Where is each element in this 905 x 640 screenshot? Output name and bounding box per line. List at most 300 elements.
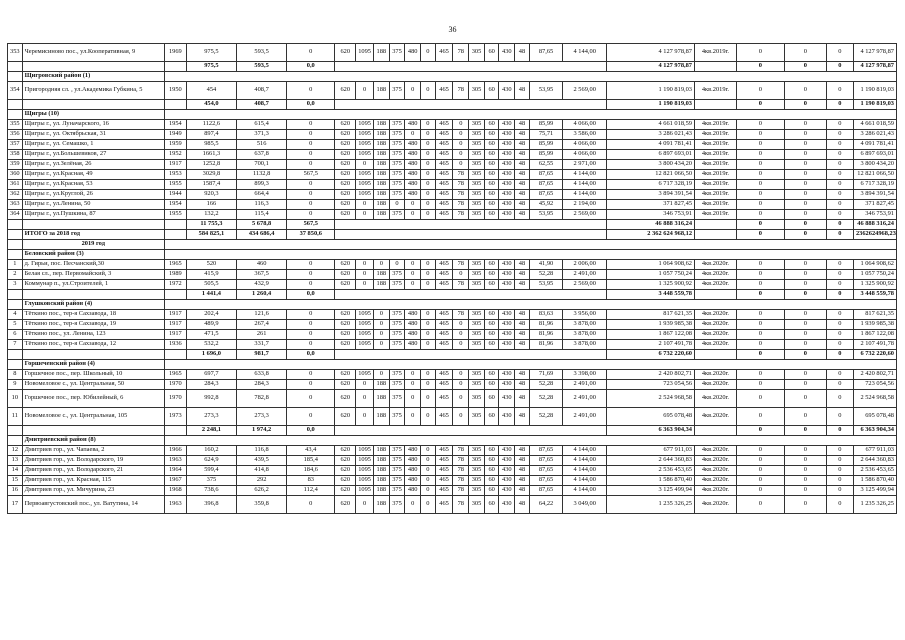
value-cell: 0 — [736, 44, 784, 62]
address-cell: Коммунар п., ул.Строителей, 1 — [22, 280, 164, 290]
nonliving-area-cell: 112,4 — [287, 486, 335, 496]
rate-cell: 375 — [389, 82, 405, 100]
rate-cell: 620 — [335, 210, 356, 220]
rate-cell: 0 — [421, 446, 436, 456]
rate-cell: 0 — [453, 130, 469, 140]
year-cell: 1973 — [164, 408, 186, 426]
rate-cell: 620 — [335, 190, 356, 200]
value-cell: 0 — [784, 496, 826, 514]
rate-sum-cell: 83,63 — [529, 310, 562, 320]
rate-cell: 0 — [421, 380, 436, 390]
year-cell: 1954 — [164, 120, 186, 130]
rate-cell: 465 — [435, 280, 453, 290]
living-area-cell: 782,8 — [237, 390, 287, 408]
subtotal-value: 0 — [784, 220, 826, 230]
blank-cell — [8, 360, 23, 370]
value-cell: 0 — [736, 170, 784, 180]
rate-cell: 0 — [453, 340, 469, 350]
living-area-cell: 700,1 — [237, 160, 287, 170]
rate-cell: 0 — [405, 130, 421, 140]
rate-cell: 78 — [453, 456, 469, 466]
blank-cell — [8, 72, 23, 82]
rate-cell: 375 — [389, 130, 405, 140]
rate-cell: 0 — [421, 140, 436, 150]
rate-cell: 78 — [453, 260, 469, 270]
rate-cell: 48 — [515, 466, 530, 476]
rate-cell: 0 — [405, 380, 421, 390]
rate-total-cell: 2 491,00 — [563, 270, 607, 280]
living-area-cell: 116,3 — [237, 200, 287, 210]
rate-cell: 620 — [335, 456, 356, 466]
rate-cell: 60 — [484, 446, 499, 456]
rate-cell: 60 — [484, 82, 499, 100]
blank-cell — [164, 360, 896, 370]
rate-cell: 0 — [453, 390, 469, 408]
rate-cell: 48 — [515, 310, 530, 320]
rate-cell: 60 — [484, 210, 499, 220]
blank-cell — [335, 230, 607, 240]
value-cell: 0 — [826, 310, 853, 320]
rate-total-cell: 4 144,00 — [563, 170, 607, 180]
rate-sum-cell: 85,99 — [529, 150, 562, 160]
living-area-cell: 633,8 — [237, 370, 287, 380]
value-cell: 0 — [736, 190, 784, 200]
rate-cell: 465 — [435, 408, 453, 426]
rate-cell: 0 — [421, 408, 436, 426]
rate-cell: 0 — [421, 120, 436, 130]
rate-cell: 375 — [389, 140, 405, 150]
rate-total-cell: 4 144,00 — [563, 466, 607, 476]
address-cell: Щигры г., ул.Красная, 49 — [22, 170, 164, 180]
cost-cell: 1 057 750,24 — [607, 270, 695, 280]
rate-cell: 480 — [405, 330, 421, 340]
table-row — [8, 82, 897, 100]
rate-cell: 1095 — [356, 330, 374, 340]
value-cell: 0 — [736, 370, 784, 380]
total-area-cell: 1122,6 — [186, 120, 236, 130]
rate-cell: 0 — [373, 310, 389, 320]
year-cell: 1955 — [164, 180, 186, 190]
rate-cell: 305 — [469, 170, 485, 180]
rate-sum-cell: 53,95 — [529, 210, 562, 220]
value-cell: 0 — [736, 466, 784, 476]
rate-cell: 188 — [373, 190, 389, 200]
row-number: 17 — [8, 496, 23, 514]
total-area-cell: 202,4 — [186, 310, 236, 320]
subtotal-value: 0 — [826, 220, 853, 230]
subtotal-value: 0 — [826, 290, 853, 300]
value-cell: 0 — [826, 476, 853, 486]
rate-cell: 465 — [435, 130, 453, 140]
row-number: 354 — [8, 82, 23, 100]
period-cell: 4кв.2020г. — [695, 280, 737, 290]
rate-cell: 0 — [356, 270, 374, 280]
rate-cell: 305 — [469, 120, 485, 130]
blank-cell — [8, 220, 23, 230]
row-number: 3 — [8, 280, 23, 290]
value-cell: 0 — [826, 496, 853, 514]
subtotal-cost: 2 362 624 968,12 — [607, 230, 695, 240]
rate-cell: 480 — [405, 446, 421, 456]
total-cell: 1 325 900,92 — [853, 280, 896, 290]
rate-cell: 375 — [389, 210, 405, 220]
blank-cell — [164, 230, 186, 240]
subtotal-cost: 4 127 978,87 — [607, 62, 695, 72]
total-cell: 1 586 870,40 — [853, 476, 896, 486]
subtotal-area3: 0,0 — [287, 350, 335, 360]
blank-cell — [335, 100, 607, 110]
rate-cell: 430 — [499, 170, 515, 180]
rate-cell: 60 — [484, 130, 499, 140]
value-cell: 0 — [736, 320, 784, 330]
rate-cell: 188 — [373, 150, 389, 160]
nonliving-area-cell: 43,4 — [287, 446, 335, 456]
rate-cell: 60 — [484, 280, 499, 290]
rate-cell: 430 — [499, 340, 515, 350]
rate-cell: 375 — [389, 310, 405, 320]
rate-cell: 305 — [469, 44, 485, 62]
total-cell: 1 867 122,08 — [853, 330, 896, 340]
total-area-cell: 454 — [186, 82, 236, 100]
rate-cell: 620 — [335, 340, 356, 350]
rate-cell: 430 — [499, 260, 515, 270]
total-cell: 3 800 434,20 — [853, 160, 896, 170]
subtotal-area: 454,0 — [186, 100, 236, 110]
rate-cell: 465 — [435, 466, 453, 476]
subtotal-value: 0 — [826, 100, 853, 110]
address-cell: Горшечное пос., пер. Школьный, 10 — [22, 370, 164, 380]
rate-cell: 1095 — [356, 486, 374, 496]
row-number: 5 — [8, 320, 23, 330]
rate-cell: 620 — [335, 260, 356, 270]
rate-cell: 188 — [373, 390, 389, 408]
district-header-row — [8, 110, 897, 120]
living-area-cell: 408,7 — [237, 82, 287, 100]
rate-total-cell: 4 144,00 — [563, 456, 607, 466]
rate-sum-cell: 52,28 — [529, 380, 562, 390]
rate-cell: 188 — [373, 160, 389, 170]
total-cell: 695 078,48 — [853, 408, 896, 426]
table-body — [8, 44, 897, 514]
rate-cell: 0 — [356, 200, 374, 210]
table-row — [8, 486, 897, 496]
nonliving-area-cell: 0 — [287, 190, 335, 200]
rate-cell: 0 — [421, 486, 436, 496]
rate-sum-cell: 87,65 — [529, 180, 562, 190]
rate-cell: 60 — [484, 310, 499, 320]
rate-cell: 430 — [499, 44, 515, 62]
rate-cell: 1095 — [356, 140, 374, 150]
address-cell: Дмитриев гор., ул. Чапаева, 2 — [22, 446, 164, 456]
rate-cell: 48 — [515, 210, 530, 220]
rate-cell: 48 — [515, 190, 530, 200]
living-area-cell: 267,4 — [237, 320, 287, 330]
subtotal-total: 46 888 316,24 — [853, 220, 896, 230]
address-cell: Горшечное пос., пер. Юбилейный, 6 — [22, 390, 164, 408]
rate-cell: 375 — [389, 160, 405, 170]
period-cell: 4кв.2019г. — [695, 170, 737, 180]
address-cell: Щигры г., ул. Семашко, 1 — [22, 140, 164, 150]
nonliving-area-cell: 0 — [287, 82, 335, 100]
rate-total-cell: 2 569,00 — [563, 210, 607, 220]
blank-cell — [164, 290, 186, 300]
rate-cell: 620 — [335, 280, 356, 290]
rate-sum-cell: 87,65 — [529, 466, 562, 476]
rate-cell: 1095 — [356, 310, 374, 320]
rate-sum-cell: 87,65 — [529, 190, 562, 200]
blank-cell — [164, 250, 896, 260]
rate-cell: 188 — [373, 130, 389, 140]
rate-cell: 430 — [499, 200, 515, 210]
table-row — [8, 200, 897, 210]
rate-cell: 0 — [453, 370, 469, 380]
subtotal-area3: 0,0 — [287, 426, 335, 436]
period-cell: 4кв.2020г. — [695, 496, 737, 514]
address-cell: Пригородняя сл. , ул.Академика Губкина, 5 — [22, 82, 164, 100]
living-area-cell: 115,4 — [237, 210, 287, 220]
rate-cell: 78 — [453, 466, 469, 476]
blank-cell — [8, 240, 23, 250]
rate-cell: 78 — [453, 180, 469, 190]
living-area-cell: 593,5 — [237, 44, 287, 62]
rate-cell: 0 — [405, 496, 421, 514]
rate-cell: 465 — [435, 180, 453, 190]
rate-cell: 480 — [405, 180, 421, 190]
table-row — [8, 130, 897, 140]
total-cell: 2 524 968,58 — [853, 390, 896, 408]
rate-total-cell: 2 491,00 — [563, 380, 607, 390]
rate-cell: 0 — [421, 320, 436, 330]
total-cell: 3 125 499,94 — [853, 486, 896, 496]
rate-cell: 465 — [435, 310, 453, 320]
nonliving-area-cell: 0 — [287, 120, 335, 130]
subtotal-row — [8, 220, 897, 230]
nonliving-area-cell: 0 — [287, 390, 335, 408]
period-cell: 4кв.2020г. — [695, 456, 737, 466]
value-cell: 0 — [826, 340, 853, 350]
table-row — [8, 190, 897, 200]
row-number: 10 — [8, 390, 23, 408]
rate-cell: 0 — [421, 260, 436, 270]
nonliving-area-cell: 0 — [287, 130, 335, 140]
subtotal-area: 975,5 — [186, 62, 236, 72]
rate-sum-cell: 62,55 — [529, 160, 562, 170]
rate-cell: 480 — [405, 340, 421, 350]
subtotal-total: 2362624968,23 — [853, 230, 896, 240]
rate-cell: 48 — [515, 140, 530, 150]
row-number: 364 — [8, 210, 23, 220]
rate-sum-cell: 87,65 — [529, 44, 562, 62]
subtotal-area2: 434 686,4 — [237, 230, 287, 240]
subtotal-area2: 593,5 — [237, 62, 287, 72]
value-cell: 0 — [784, 390, 826, 408]
row-number: 14 — [8, 466, 23, 476]
total-area-cell: 1661,3 — [186, 150, 236, 160]
rate-cell: 0 — [405, 280, 421, 290]
rate-cell: 60 — [484, 476, 499, 486]
rate-cell: 188 — [373, 446, 389, 456]
rate-cell: 60 — [484, 466, 499, 476]
living-area-cell: 261 — [237, 330, 287, 340]
rate-cell: 430 — [499, 120, 515, 130]
address-cell: Дмитриев гор., ул. Володарского, 21 — [22, 466, 164, 476]
rate-total-cell: 2 006,00 — [563, 260, 607, 270]
row-number: 12 — [8, 446, 23, 456]
rate-cell: 480 — [405, 120, 421, 130]
rate-cell: 430 — [499, 408, 515, 426]
year-cell: 1966 — [164, 446, 186, 456]
rate-cell: 620 — [335, 82, 356, 100]
rate-cell: 375 — [389, 190, 405, 200]
value-cell: 0 — [736, 260, 784, 270]
blank-cell — [164, 300, 896, 310]
value-cell: 0 — [826, 44, 853, 62]
total-cell: 1 235 326,25 — [853, 496, 896, 514]
rate-cell: 78 — [453, 446, 469, 456]
rate-cell: 0 — [421, 170, 436, 180]
nonliving-area-cell: 83 — [287, 476, 335, 486]
rate-total-cell: 4 066,00 — [563, 140, 607, 150]
rate-cell: 375 — [389, 340, 405, 350]
row-number: 9 — [8, 380, 23, 390]
table-row — [8, 466, 897, 476]
value-cell: 0 — [784, 130, 826, 140]
subtotal-value: 0 — [826, 350, 853, 360]
subtotal-value: 0 — [736, 230, 784, 240]
rate-cell: 375 — [389, 170, 405, 180]
rate-cell: 1095 — [356, 120, 374, 130]
rate-cell: 430 — [499, 190, 515, 200]
rate-cell: 465 — [435, 120, 453, 130]
rate-cell: 48 — [515, 390, 530, 408]
nonliving-area-cell: 0 — [287, 330, 335, 340]
value-cell: 0 — [826, 170, 853, 180]
total-area-cell: 284,3 — [186, 380, 236, 390]
table-row — [8, 180, 897, 190]
year-cell: 1970 — [164, 380, 186, 390]
value-cell: 0 — [826, 446, 853, 456]
rate-total-cell: 3 956,00 — [563, 310, 607, 320]
rate-cell: 465 — [435, 82, 453, 100]
living-area-cell: 116,8 — [237, 446, 287, 456]
rate-total-cell: 4 144,00 — [563, 486, 607, 496]
value-cell: 0 — [736, 408, 784, 426]
living-area-cell: 359,8 — [237, 496, 287, 514]
nonliving-area-cell: 0 — [287, 210, 335, 220]
address-cell: Дмитриев гор., ул. Красная, 115 — [22, 476, 164, 486]
row-number: 8 — [8, 370, 23, 380]
rate-sum-cell: 81,96 — [529, 340, 562, 350]
table-row — [8, 44, 897, 62]
rate-cell: 620 — [335, 310, 356, 320]
cost-cell: 6 897 693,01 — [607, 150, 695, 160]
rate-total-cell: 3 878,00 — [563, 340, 607, 350]
subtotal-cost: 3 448 559,78 — [607, 290, 695, 300]
value-cell: 0 — [826, 320, 853, 330]
nonliving-area-cell: 0 — [287, 260, 335, 270]
rate-cell: 430 — [499, 270, 515, 280]
rate-cell: 1095 — [356, 320, 374, 330]
value-cell: 0 — [784, 370, 826, 380]
rate-cell: 465 — [435, 330, 453, 340]
rate-total-cell: 3 586,00 — [563, 130, 607, 140]
subtotal-value: 0 — [736, 290, 784, 300]
year-cell: 1917 — [164, 330, 186, 340]
rate-cell: 620 — [335, 120, 356, 130]
value-cell: 0 — [736, 120, 784, 130]
table-row — [8, 160, 897, 170]
rate-cell: 620 — [335, 330, 356, 340]
address-cell: Щигры г., ул. Луначарского, 16 — [22, 120, 164, 130]
cost-cell: 3 125 499,94 — [607, 486, 695, 496]
row-number: 4 — [8, 310, 23, 320]
total-area-cell: 273,3 — [186, 408, 236, 426]
value-cell: 0 — [736, 476, 784, 486]
rate-cell: 305 — [469, 160, 485, 170]
nonliving-area-cell: 0 — [287, 44, 335, 62]
address-cell: Тёткино пос., тер-я Сахзавода, 19 — [22, 320, 164, 330]
value-cell: 0 — [736, 340, 784, 350]
rate-cell: 430 — [499, 320, 515, 330]
year-cell: 1917 — [164, 310, 186, 320]
rate-cell: 78 — [453, 82, 469, 100]
value-cell: 0 — [784, 210, 826, 220]
blank-cell — [8, 230, 23, 240]
rate-cell: 375 — [389, 476, 405, 486]
rate-cell: 0 — [421, 190, 436, 200]
value-cell: 0 — [736, 330, 784, 340]
rate-cell: 48 — [515, 320, 530, 330]
rate-cell: 0 — [405, 82, 421, 100]
value-cell: 0 — [826, 486, 853, 496]
rate-cell: 60 — [484, 150, 499, 160]
nonliving-area-cell: 0 — [287, 180, 335, 190]
value-cell: 0 — [826, 180, 853, 190]
rate-cell: 60 — [484, 496, 499, 514]
cost-cell: 2 644 360,83 — [607, 456, 695, 466]
district-header-row — [8, 250, 897, 260]
rate-cell: 1095 — [356, 130, 374, 140]
year-cell: 1967 — [164, 476, 186, 486]
rate-cell: 60 — [484, 270, 499, 280]
row-number: 15 — [8, 476, 23, 486]
rate-cell: 60 — [484, 456, 499, 466]
row-number: 359 — [8, 160, 23, 170]
rate-cell: 48 — [515, 82, 530, 100]
rate-cell: 430 — [499, 130, 515, 140]
rate-cell: 48 — [515, 180, 530, 190]
year-cell: 1954 — [164, 200, 186, 210]
rate-sum-cell: 87,65 — [529, 476, 562, 486]
value-cell: 0 — [826, 408, 853, 426]
total-area-cell: 132,2 — [186, 210, 236, 220]
subtotal-area3: 0,0 — [287, 290, 335, 300]
value-cell: 0 — [784, 310, 826, 320]
subtotal-total: 3 448 559,78 — [853, 290, 896, 300]
rate-cell: 60 — [484, 330, 499, 340]
value-cell: 0 — [826, 82, 853, 100]
total-cell: 677 911,03 — [853, 446, 896, 456]
cost-cell: 1 867 122,08 — [607, 330, 695, 340]
rate-cell: 620 — [335, 130, 356, 140]
rate-cell: 305 — [469, 370, 485, 380]
value-cell: 0 — [826, 280, 853, 290]
rate-cell: 48 — [515, 496, 530, 514]
rate-cell: 375 — [389, 496, 405, 514]
value-cell: 0 — [784, 44, 826, 62]
rate-cell: 465 — [435, 320, 453, 330]
rate-cell: 1095 — [356, 340, 374, 350]
